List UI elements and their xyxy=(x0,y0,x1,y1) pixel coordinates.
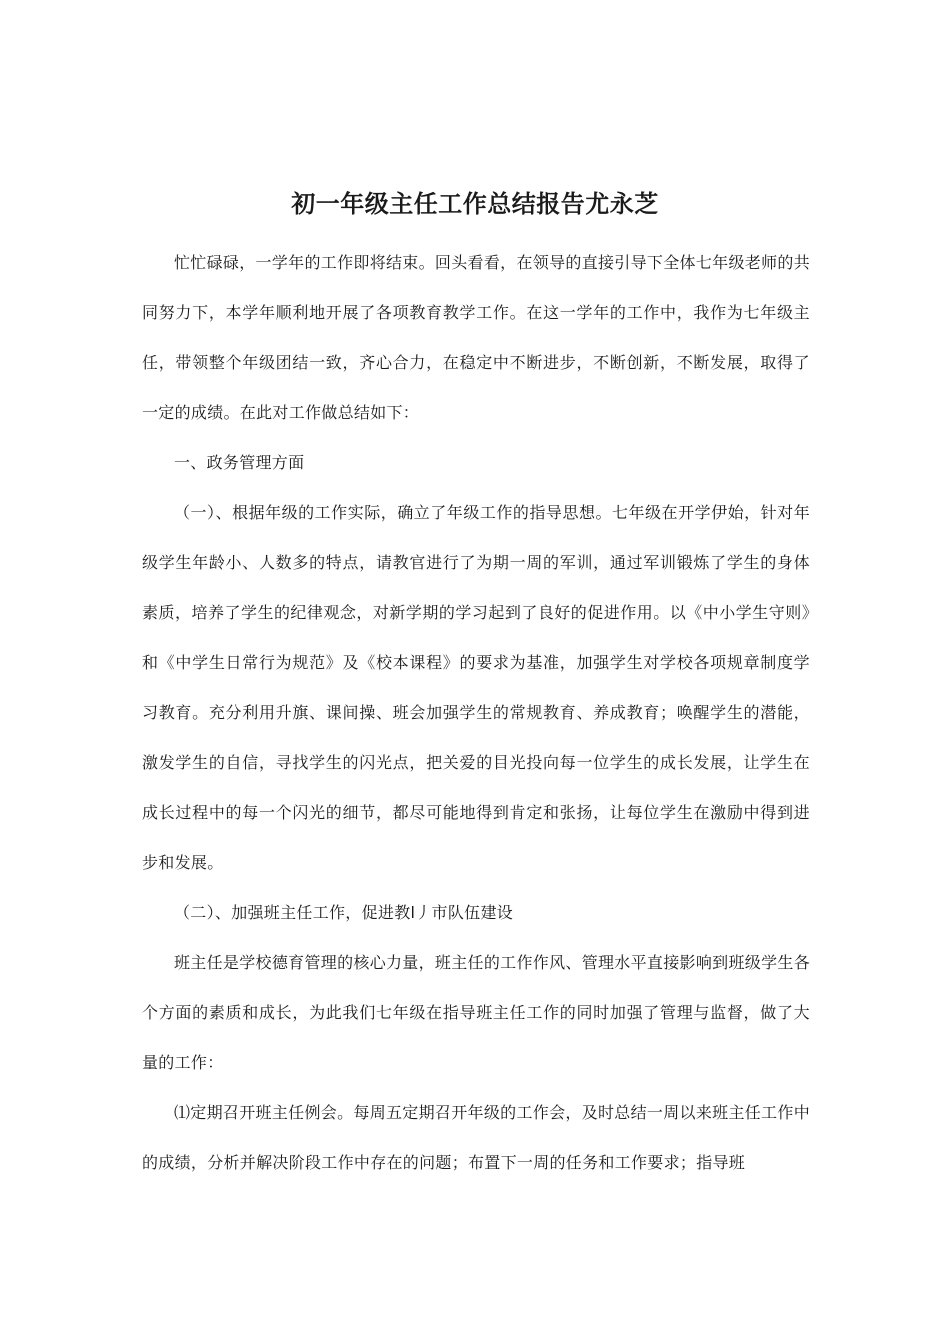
document-body xyxy=(142,238,810,1188)
intro-paragraph: 忙忙碌碌，一学年的工作即将结束。回头看看，在领导的直接引导下全体七年级老师的共同努力下，本学年顺利地开展了各项教育教学工作。在这一学年的工作中，我作为七年级主任，带领整个年级团结一致，齐心合力，在稳定中不断进步，不断创新，不断发展，取得了一定的成绩。在此对工作做总结如下： xyxy=(142,253,810,422)
document-title: 初一年级主任工作总结报告尤永芝 xyxy=(291,190,659,218)
subsection-heading-head-teacher: （二）、加强班主任工作，促进教l丿市队伍建设 xyxy=(174,903,514,922)
weekly-meeting-paragraph: ⑴定期召开班主任例会。每周五定期召开年级的工作会，及时总结一周以来班主任工作中的成绩，分析并解决阶段工作中存在的问题；布置下一周的任务和工作要求；指导班 xyxy=(142,1103,810,1172)
subsection-guiding-ideology: （一）、根据年级的工作实际，确立了年级工作的指导思想。七年级在开学伊始，针对年级学生年龄小、人数多的特点，请教官进行了为期一周的军训，通过军训锻炼了学生的身体素质，培养了学生的纪律观念，对新学期的学习起到了良好的促进作用。以《中小学生守则》和《中学生日常行为规范》及《校本课程》的要求为基准，加强学生对学校各项规章制度学习教育。充分利用升旗、课间操、班会加强学生的常规教育、养成教育；唤醒学生的潜能，激发学生的自信，寻找学生的闪光点，把关爱的目光投向每一位学生的成长发展，让学生在成长过程中的每一个闪光的细节，都尽可能地得到肯定和张扬，让每位学生在激励中得到进步和发展。 xyxy=(142,503,810,872)
head-teacher-paragraph: 班主任是学校德育管理的核心力量，班主任的工作作风、管理水平直接影响到班级学生各个方面的素质和成长，为此我们七年级在指导班主任工作的同时加强了管理与监督，做了大量的工作： xyxy=(142,953,810,1072)
section-heading-administration: 一、政务管理方面 xyxy=(174,453,305,472)
